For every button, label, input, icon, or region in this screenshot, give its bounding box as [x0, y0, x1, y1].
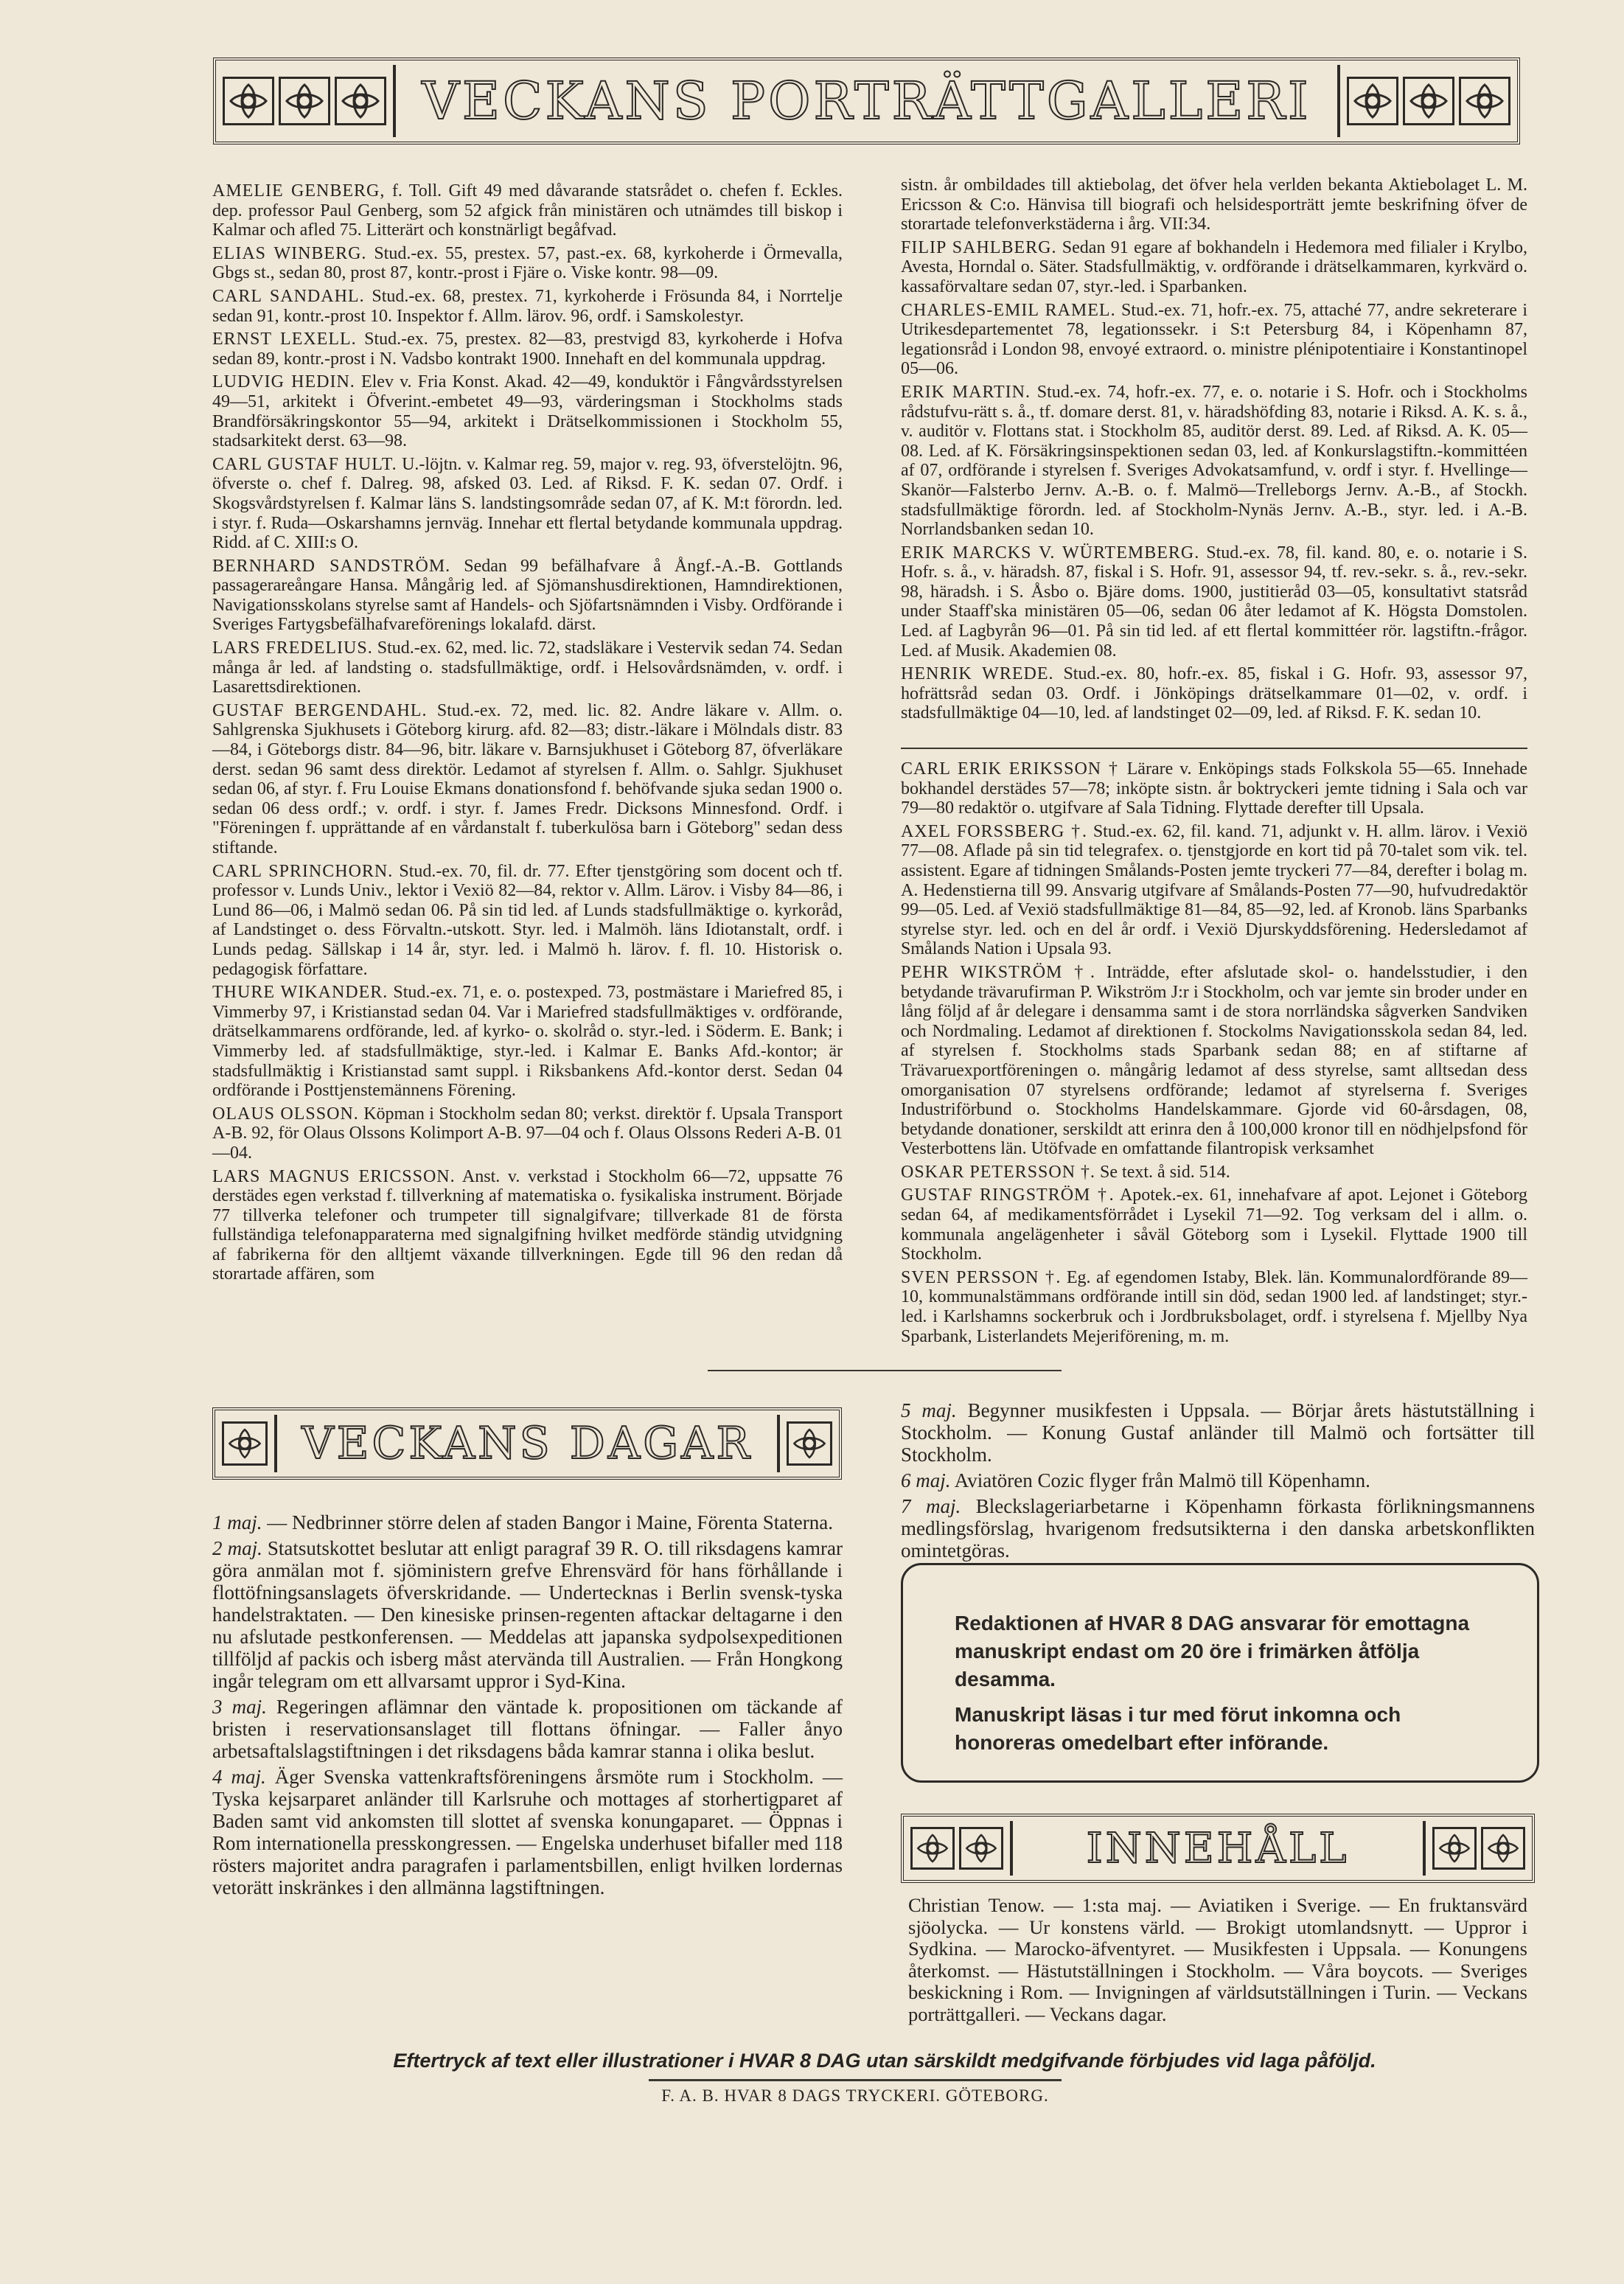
portrait-entry [212, 1104, 843, 1163]
footer-rule [649, 2079, 1062, 2081]
memoriam-name: AXEL FORSSBERG †. [901, 821, 1087, 841]
day-date: 5 maj. [901, 1399, 957, 1421]
editorial-notice-text [955, 1609, 1500, 1764]
day-text: — Nedbrinner större delen af staden Bangor i Maine, Förenta Staterna. [262, 1511, 833, 1533]
ornament-group-right [780, 1421, 839, 1466]
portrait-gallery-banner [213, 58, 1520, 145]
memoriam-text: Lärare v. Enköpings stads Folkskola 55—65. Innehade bokhandel derstädes 57—78; inköpte sistn. år boktryckeri jemte tidning i Sala och var 79—80 redaktör o. utgifvare af Sala Tidning. Flyttade derefter till Upsala. [901, 759, 1527, 818]
ornament-icon [1432, 1827, 1477, 1870]
day-entry [212, 1696, 843, 1762]
memoriam-name: SVEN PERSSON †. [901, 1267, 1062, 1287]
memoriam-text: Inträdde, efter afslutade skol- o. handelsstudier, i den betydande trävarufirman P. Wikström J:r i Stockholm, och var jemte sin broder under en lång följd af år delegare i densamma samt i de stora norrländska sågverken Sandviken och Nordmaling. Ledamot af direktionen f. Stockolms Navigationsskola sedan 84, led. af styrelsen f. Stockholms stads Sparbank sedan 88; en af stiftarne af Trävaruexportföreningen o. mångårig ledamot af dess styrelse, samt alltsedan dess omorganisation 07 styrelsens ordförande; ledamot af styrelserna f. Sveriges Industriförbund o. Stockholms Handelskammare. Gjorde vid 60-årsdagen, 08, betydande donationer, serskildt att erinra den å 100,000 kronor till en nödhjelpsfond för Vesterbottens län. Utöfvade en omfattande filantropisk verksamhet [901, 962, 1528, 1159]
portrait-entry [901, 383, 1527, 540]
ornament-icon [1403, 77, 1454, 125]
ornament-icon [1459, 77, 1510, 125]
portrait-text: Stud.-ex. 78, fil. kand. 80, e. o. notarie i S. Hofr. s. å., v. häradsh. 87, fiskal i S. Hofr. 91, assessor 94, tf. rev.-sekr. s. å., rev.-sekr. 98, häradsh. i S. Åsbo o. Bjäre doms. 1900, justitieråd 03—05, konsultativt statsråd under Staaff'ska ministären 05—06, sedan 06 åter ledamot af K. Högsta Domstolen. Led. af Lagbyrån 96—01. På sin tid led. af ett flertal kommittéer rör. lagstiftn.-frågor. Led. af Musik. Akademien 08. [901, 543, 1527, 661]
portrait-text: Stud.-ex. 74, hofr.-ex. 77, e. o. notarie i S. Hofr. och i Stockholms rådstufvu-rätt s. å., tf. domare derst. 81, v. häradshöfding 83, notarie i Riksd. A. K. s. å., v. auditör v. Flottans stat. i Stockholm 85, auditör derst. 89. Led. af Riksd. A. K. 05—08. Led. af K. Försäkringsinspektionen sedan 03, led. af Konkurslagstiftn.-kommittéen af 07, ordförande i styrelsen f. Sveriges Advokatsamfund, v. ordf i styr. f. Hvellinge—Skanör—Falsterbo Jernv. A.-B. o. f. Malmö—Trelleborgs Jernv. A.-B., af Stockh. stadsfullmäktige förordn. led. af Stockholm-Nynäs Jernv. A.-B., styr. led. i A.-B. Norrlandsbanken sedan 10. [901, 382, 1528, 540]
innehall-contents [908, 1895, 1527, 2035]
ornament-group-left [216, 77, 393, 125]
portrait-text: Stud.-ex. 62, med. lic. 72, stadsläkare i Vestervik sedan 74. Sedan många år led. af landsting o. stadsfullmäktige, ordf. i Helsovårdsnämden, v. ordf. i Lasarettsdirektionen. [212, 638, 843, 697]
portrait-name: ERIK MARTIN. [901, 382, 1031, 402]
portrait-entry [212, 983, 843, 1101]
ornament-icon [335, 77, 386, 125]
portrait-text: f. Toll. Gift 49 med dåvarande statsrådet o. chefen f. Eckles. dep. professor Paul Genberg, som 52 afgick från ministären och utnämdes till biskop i Kalmar och afled 75. Litterärt och konstnärligt begåfvad. [212, 181, 843, 240]
portrait-text: Stud.-ex. 70, fil. dr. 77. Efter tjenstgöring som docent och tf. professor v. Lunds Univ., lektor i Vexiö 82—84, rektor v. Allm. Lärov. i Visby 84—86, i Lund 86—06, i Malmö sedan 06. På sin tid led. af Lunds stadsfullmäktige o. kyrkoråd, af Landstinget o. dess Förvaltn.-utskott. Styr. led. i Malmöh. läns Idiotanstalt, ordf. i Lunds pedag. Sällskap i 14 år, styr. led. i Malmö h. lärov. f. fl. 10. Historisk o. pedagogisk författare. [212, 861, 843, 979]
memoriam-name: CARL ERIK ERIKSSON † [901, 759, 1121, 779]
portrait-text: Anst. v. verkstad i Stockholm 66—72, uppsatte 76 derstädes egen verkstad f. tillverkning af matematiska o. fysikaliska instrument. Började 77 tillverka telefoner och trumpeter till signalgifvare; tillverkade 81 de första fullständiga telefonapparaterna med signalgifning hvilket medförde ständig utvidgning af fabrikerna för den alltjemt växande tillverkningen. Egde till 96 den redan då storartade affären, som [212, 1166, 843, 1284]
portrait-text: Stud.-ex. 71, e. o. postexped. 73, postmästare i Mariefred 85, i Vimmerby 97, i Kristianstad sedan 04. Var i Mariefred stadsfullmäktiges v. ordförande, drätselkammarens ordförande, led. af kyrko- o. skolråd o. styr.-led. i Söderm. E. Bank; i Vimmerby led. af stadsfullmäktige, styr.-led. i Kalmar E. Banks Afd.-kontor; är stadsfullmäktig i Kristianstad samt suppl. i Riksbankens Afd.-kontor derst. Sedan 04 ordförande i Posttjenstemännens Förening. [212, 983, 843, 1101]
notice-line: Manuskript läsas i tur med förut inkomna och honoreras omedelbart efter införande. [955, 1703, 1401, 1754]
memoriam-entry [901, 963, 1527, 1159]
memoriam-entry [901, 822, 1527, 959]
ornament-group-right [1340, 77, 1517, 125]
memoriam-column [901, 759, 1528, 1346]
day-entry [901, 1469, 1535, 1491]
day-entry [212, 1537, 843, 1692]
portraits-right-column [901, 175, 1527, 736]
copyright-notice: Eftertryck af text eller illustrationer i HVAR 8 DAG utan särskildt medgifvande förbjudes vid laga påföljd. [393, 2050, 1376, 2072]
day-entry [212, 1766, 843, 1898]
day-entry [901, 1399, 1535, 1466]
portrait-text: Elev v. Fria Konst. Akad. 42—49, konduktör i Fångvårdsstyrelsen 49—51, arkitekt i Öfverint.-embetet 49—93, värderingsman i Stockholms stads Brandförsäkringskontor 55—94, arkitekt i Drätselkommissionen i Stockholm 55, stadsarkitekt derst. 63—98. [212, 372, 843, 451]
day-text: Aviatören Cozic flyger från Malmö till Köpenhamn. [950, 1469, 1370, 1491]
portrait-entry [901, 301, 1527, 379]
ornament-icon [1481, 1827, 1525, 1870]
portrait-entry [212, 862, 843, 980]
portrait-name: ERNST LEXELL. [212, 330, 357, 349]
portrait-name: ERIK MARCKS V. WÜRTEMBERG. [901, 543, 1200, 563]
memoriam-entry [901, 1185, 1527, 1264]
portrait-entry [901, 543, 1527, 661]
portrait-entry [212, 638, 843, 697]
day-date: 7 maj. [901, 1495, 961, 1517]
portrait-entry [901, 238, 1527, 297]
day-date: 6 maj. [901, 1469, 951, 1491]
notice-line: Redaktionen af HVAR 8 DAG ansvarar för emottagna manuskript endast om 20 öre i frimärken åtfölja desamma. [955, 1612, 1470, 1691]
portrait-text: Stud.-ex. 80, hofr.-ex. 85, fiskal i G. Hofr. 93, assessor 97, hofrättsråd sedan 03. Ordf. i Jönköpings drätselkammare 01—02, v. ordf. i stadsfullmäktige 04—10, led. af landstinget 02—09, led. af Riksd. F. K. sedan 10. [901, 664, 1527, 723]
portrait-text: U.-löjtn. v. Kalmar reg. 59, major v. reg. 93, öfverstelöjtn. 96, öfverste o. chef f. Dalreg. 98, afsked 03. Led. af Riksd. F. K. sedan 07. Ordf. i Skogsvårdstyrelsen f. Kalmar läns S. landstingsområde sedan 07, af K. M:t förordn. led. i styr. f. Ruda—Oskarshamns jernväg. Innehar ett flertal betydande kommunala uppdrag. Ridd. af C. XIII:s O. [212, 454, 843, 553]
day-date: 1 maj. [212, 1511, 262, 1533]
portrait-name: LUDVIG HEDIN. [212, 372, 355, 392]
portrait-entry [212, 557, 843, 635]
ornament-icon [787, 1421, 832, 1466]
section-rule [901, 748, 1527, 749]
veckans-dagar-right [901, 1399, 1536, 1561]
portrait-name: LARS FREDELIUS. [212, 638, 373, 658]
memoriam-name: OSKAR PETERSSON †. [901, 1162, 1096, 1182]
veckans-dagar-banner [212, 1407, 842, 1480]
portrait-name: CARL SPRINCHORN. [212, 861, 394, 881]
portrait-entry [901, 664, 1527, 723]
portrait-entry [212, 181, 843, 240]
day-date: 3 maj. [212, 1696, 267, 1718]
day-text: Statsutskottet beslutar att enligt paragraf 39 R. O. till riksdagens kamrar göra anmälan mot f. sjöministern grefve Ehrensvärd för hans förhållande i flottöfningsanslagets öfverskridande. — Undertecknas i Berlin svensk-tyska handelstraktaten. — Den kinesiske prinsen-regenten aftackar deltagarne i den nu afslutade pestkonferensen. — Meddelas att japanska sydpolsexpeditionen tillföljd af packis och isberg måst atervända till Australien. — Från Hongkong ingår telegram om ett allvarsamt uppror i Syd-Kina. [212, 1537, 843, 1692]
portrait-text: sistn. år ombildades till aktiebolag, det öfver hela verlden bekanta Aktiebolaget L. M. Ericsson & C:o. Hänvisa till biografi och helsidesporträtt jemte beskrifning öfver de storartade telefonverkstäderna i årg. VII:34. [901, 175, 1527, 234]
day-text: Bleckslageriarbetarne i Köpenhamn förkasta förlikningsmannens medlingsförslag, hvarigenom fredsutsikterna i den danska arbetskonflikten omintetgöras. [901, 1495, 1536, 1561]
portrait-name: GUSTAF BERGENDAHL. [212, 700, 428, 720]
portrait-text: Köpman i Stockholm sedan 80; verkst. direktör f. Upsala Transport A-B. 92, för Olaus Olssons Kolimport A-B. 97—04 och f. Olaus Olssons Rederi A-B. 01—04. [212, 1104, 843, 1163]
ornament-group-left [215, 1421, 274, 1466]
portrait-name: OLAUS OLSSON. [212, 1104, 359, 1124]
veckans-dagar-left [212, 1511, 843, 2042]
portrait-text: Sedan 99 befälhafvare å Ångf.-A.-B. Gottlands passagerareångare Hansa. Mångårig led. af Sjömanshusdirektionen, Hamndirektionen, Navigationsskolans styrelse samt af Handels- och Sjöfartsnämnden i Visby. Ordförande i Sveriges Fartygsbefälhafvareförenings lokalafd. därst. [212, 556, 843, 635]
memoriam-text: Apotek.-ex. 61, innehafvare af apot. Lejonet i Göteborg sedan 64, af medikamentsförrådet i Lysekil 71—92. Tog verksam del i allm. o. kommunala angelägenheter i såväl Göteborg som i Lysekil. Flyttade 1900 till Stockholm. [901, 1185, 1528, 1264]
memoriam-entry [901, 1268, 1527, 1346]
portrait-entry [212, 330, 843, 369]
editorial-notice-box [901, 1563, 1539, 1783]
day-date: 4 maj. [212, 1766, 266, 1788]
portrait-name: HENRIK WREDE. [901, 664, 1054, 684]
portrait-entry [212, 372, 843, 450]
portraits-left-column [212, 181, 843, 1346]
ornament-icon [910, 1827, 955, 1870]
memoriam-entry [901, 759, 1527, 818]
day-text: Äger Svenska vattenkraftsföreningens årsmöte rum i Stockholm. — Tyska kejsarparet anländer till Karlsruhe och mottages af storhertigparet af Baden samt vid ankomsten till slottet af svenska konungaparet. — Öppnas i Rom internationella presskongressen. — Engelska underhuset bifaller med 118 rösters majoritet andra paragrafen i parlamentsbillen, enligt hvilken lordernas vetorätt inskränkes i den allmänna lagstiftningen. [212, 1766, 843, 1898]
portrait-entry [212, 1167, 843, 1285]
printer-imprint: F. A. B. HVAR 8 DAGS TRYCKERI. GÖTEBORG. [661, 2086, 1049, 2105]
day-entry [212, 1511, 843, 1533]
portrait-name: LARS MAGNUS ERICSSON. [212, 1166, 456, 1186]
portrait-entry [212, 287, 843, 326]
portrait-name: BERNHARD SANDSTRÖM. [212, 556, 451, 576]
portrait-name: ELIAS WINBERG. [212, 243, 367, 263]
portrait-name: THURE WIKANDER. [212, 983, 388, 1003]
innehall-text: Christian Tenow. — 1:sta maj. — Aviatiken i Sverige. — En fruktansvärd sjöolycka. — Ur konstens värld. — Brokigt utomlandsnytt. — Uppror i Sydkina. — Marocko-äfventyret. — Musikfesten i Uppsala. — Konungens återkomst. — Hästutställningen i Stockholm. — Våra boycots. — Sveriges beskickning i Rom. — Invigningen af världsutställningen i Turin. — Veckans porträttgalleri. — Veckans dagar. [908, 1894, 1527, 2025]
day-entry [901, 1495, 1535, 1561]
ornament-icon [222, 1421, 268, 1466]
memoriam-text: Se text. å sid. 514. [1095, 1162, 1230, 1182]
portrait-text: Stud.-ex. 75, prestex. 82—83, prestvigd 83, kyrkoherde i Hofva sedan 89, kontr.-prost i N. Vadsbo kontrakt 1900. Innehaft en del kommunala uppdrag. [212, 330, 843, 369]
portrait-entry [212, 244, 843, 283]
portrait-name: CHARLES-EMIL RAMEL. [901, 300, 1116, 320]
ornament-icon [959, 1827, 1003, 1870]
ornament-group-left [904, 1827, 1010, 1870]
portrait-text: Stud.-ex. 72, med. lic. 82. Andre läkare v. Allm. o. Sahlgrenska Sjukhusets i Göteborg kirurg. afd. 82—83; distr.-läkare i Mölndals distr. 83—84, i Göteborgs distr. 84—96, bitr. läkare v. Barnsjukhuset i Göteborg 87, öfverläkare derst. sedan 96 samt dess direktör. Ledamot af styrelsen f. Allm. o. Sahlgr. Sjukhuset sedan 06, af styr. f. Fru Louise Ekmans donationsfond f. behöfvande sjuka sedan 1900 o. sedan 06 dess ordf.; v. ordf. i styr. f. James Fredr. Dicksons Minnesfond. Ordf. i "Föreningen f. upprättande af en vårdanstalt f. tuberkulösa barn i Göteborg" sedan dess stiftande. [212, 700, 843, 857]
portrait-text: Stud.-ex. 71, hofr.-ex. 75, attaché 77, andre sekreterare i Utrikesdepartementet 78, legationssekr. i S:t Petersburg 84, i Köpenhamn 87, legationsråd i London 98, envoyé extraord. o. ministre plénipotentiaire i Konstantinopel 05—06. [901, 300, 1527, 379]
portrait-name: CARL GUSTAF HULT. [212, 454, 397, 474]
memoriam-name: GUSTAF RINGSTRÖM †. [901, 1185, 1115, 1205]
portrait-text: Stud.-ex. 55, prestex. 57, past.-ex. 68, kyrkoherde i Örmevalla, Gbgs st., sedan 80, prost 87, kontr.-prost i Fjäre o. Viske kontr. 98—09. [212, 243, 843, 283]
ornament-icon [223, 77, 274, 125]
veckans-dagar-title: VECKANS DAGAR [302, 1418, 753, 1469]
ornament-icon [1347, 77, 1398, 125]
ornament-group-right [1426, 1827, 1532, 1870]
innehall-title: INNEHÅLL [1086, 1824, 1350, 1873]
portrait-text: Stud.-ex. 68, prestex. 71, kyrkoherde i Frösunda 84, i Norrtelje sedan 91, kontr.-prost 10. Inspektor f. Allm. lärov. 96, ordf. i Samskolestyr. [212, 286, 843, 326]
memoriam-text: Eg. af egendomen Istaby, Blek. län. Kommunalordförande 89—10, kommunalstämmans ordförande intill sin död, sedan 1900 led. af landstinget; styr.-led. i Karlshamns sockerbruk och i Jordbruksbolaget, ordf. i styrelsena f. Mjellby Nya Sparbank, Listerlandets Mejeriförening, m. m. [901, 1267, 1527, 1346]
ornament-icon [279, 77, 330, 125]
portrait-name: CARL SANDAHL. [212, 286, 365, 306]
portrait-entry [901, 175, 1527, 234]
day-text: Begynner musikfesten i Uppsala. — Börjar årets hästutställning i Stockholm. — Konung Gustaf anländer till Malmö och fortsätter till Stockholm. [901, 1399, 1536, 1466]
memoriam-name: PEHR WIKSTRÖM †. [901, 962, 1096, 982]
center-rule [708, 1370, 1062, 1371]
innehall-banner [901, 1814, 1535, 1883]
memoriam-text: Stud.-ex. 62, fil. kand. 71, adjunkt v. H. allm. lärov. i Vexiö 77—08. Aflade på sin tid telegrafex. o. tjenstgjorde en kort tid på 70-talet som vik. tel. assistent. Egare af tidningen Smålands-Posten jemte tryckeri 77—84, derefter i bolag m. A. Hedenstierna till 99. Ansvarig utgifvare af Smålands-Posten 77—90, hufvudredaktör 99—05. Led. af Vexiö stadsfullmäktige 81—84, 85—92, led. af Kronob. läns Sparbanks styrelse styr. led. och en del år ordf. i Vexiö Djurskyddsförening. Hedersledamot af Smålands Nation i Upsala 93. [901, 821, 1527, 959]
portrait-name: AMELIE GENBERG, [212, 181, 386, 201]
portrait-gallery-title: VECKANS PORTRÄTTGALLERI [422, 71, 1311, 131]
portrait-text: Sedan 91 egare af bokhandeln i Hedemora med filialer i Krylbo, Avesta, Horndal o. Säter. Stadsfullmäktig, v. ordförande i drätselkammaren, kyrkvärd o. kassaförvaltare sedan 07, styr.-led. i Sparbanken. [901, 237, 1527, 296]
day-text: Regeringen aflämnar den väntade k. propositionen om täckande af bristen i reservationsanslaget till flottans öfningar. — Faller ånyo arbetsaftalslagstiftningen i det riksdagens båda kamrar stanna i olika beslut. [212, 1696, 843, 1762]
day-date: 2 maj. [212, 1537, 262, 1559]
memoriam-entry [901, 1163, 1527, 1183]
portrait-entry [212, 455, 843, 553]
portrait-name: FILIP SAHLBERG. [901, 237, 1057, 257]
portrait-entry [212, 701, 843, 858]
